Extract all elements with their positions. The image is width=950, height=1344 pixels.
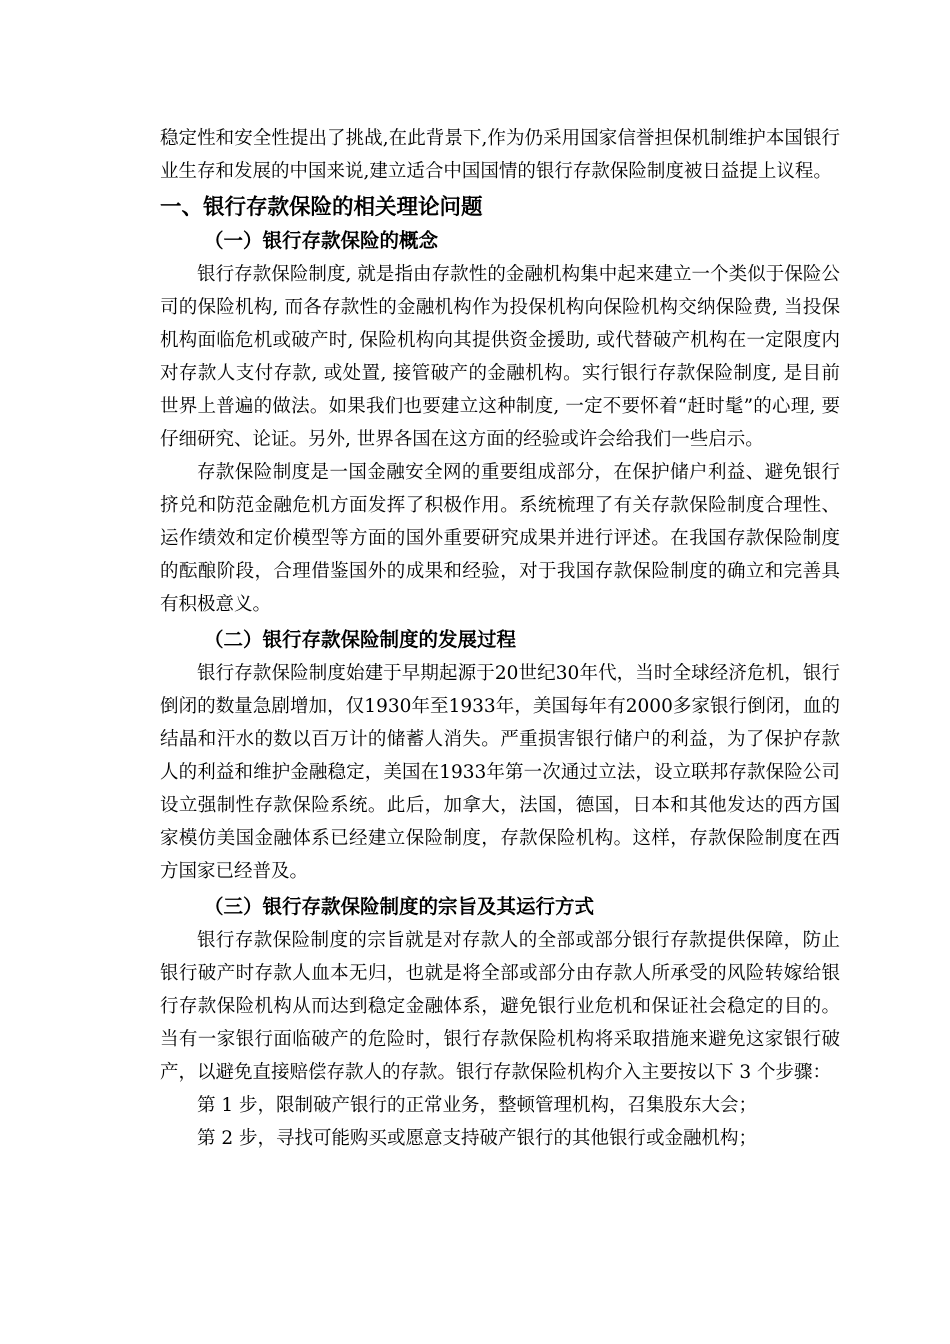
intro-paragraph: 稳定性和安全性提出了挑战,在此背景下,作为仍采用国家信誉担保机制维护本国银行业生存和发展的中国来说,建立适合中国国情的银行存款保险制度被日益提上议程。 — [160, 128, 840, 182]
paragraph: 银行存款保险制度始建于早期起源于20世纪30年代，当时全球经济危机，银行倒闭的数量急剧增加，仅1930年至1933年，美国每年有2000多家银行倒闭，血的结晶和汗水的数以百万计的储蓄人消失。严重损害银行储户的利益，为了保护存款人的利益和维护金融稳定，美国在1933年第一次通过立法，设立联邦存款保险公司设立强制性存款保险系统。此后，加拿大，法国，德国，日本和其他发达的西方国家模仿美国金融体系已经建立保险制度，存款保险机构。这样，存款保险制度在西方国家已经普及。 — [160, 663, 840, 882]
subsection-heading-concept: （一）银行存款保险的概念 — [204, 229, 439, 252]
document-body — [160, 122, 840, 1155]
paragraph: 银行存款保险制度, 就是指由存款性的金融机构集中起来建立一个类似于保险公司的保险机构, 而各存款性的金融机构作为投保机构向保险机构交纳保险费, 当投保机构面临危机或破产时, 保险机构向其提供资金援助, 或代替破产机构在一定限度内对存款人支付存款, 或处置, 接管破产的金融机构。实行银行存款保险制度, 是目前世界上普遍的做法。如果我们也要建立这种制度, 一定不要怀着“赶时髦”的心理, 要仔细研究、论证。另外, 世界各国在这方面的经验或许会给我们一些启示。 — [160, 264, 840, 450]
section-heading: 一、银行存款保险的相关理论问题 — [160, 195, 483, 220]
paragraph: 银行存款保险制度的宗旨就是对存款人的全部或部分银行存款提供保障，防止银行破产时存款人血本无归，也就是将全部或部分由存款人所承受的风险转嫁给银行存款保险机构从而达到稳定金融体系，避免银行业危机和保证社会稳定的目的。当有一家银行面临破产的危险时，银行存款保险机构将采取措施来避免这家银行破产，以避免直接赔偿存款人的存款。银行存款保险机构介入主要按以下 3 个步骤： — [160, 930, 840, 1083]
step-item: 第 1 步，限制破产银行的正常业务，整顿管理机构，召集股东大会； — [197, 1095, 758, 1116]
subsection-heading-history: （二）银行存款保险制度的发展过程 — [204, 628, 517, 651]
step-item: 第 2 步，寻找可能购买或愿意支持破产银行的其他银行或金融机构； — [197, 1128, 758, 1149]
paragraph: 存款保险制度是一国金融安全网的重要组成部分，在保护储户利益、避免银行挤兑和防范金融危机方面发挥了积极作用。系统梳理了有关存款保险制度合理性、运作绩效和定价模型等方面的国外重要研究成果并进行评述。在我国存款保险制度的酝酿阶段，合理借鉴国外的成果和经验，对于我国存款保险制度的确立和完善具有积极意义。 — [160, 462, 840, 615]
subsection-heading-purpose: （三）银行存款保险制度的宗旨及其运行方式 — [204, 895, 595, 918]
